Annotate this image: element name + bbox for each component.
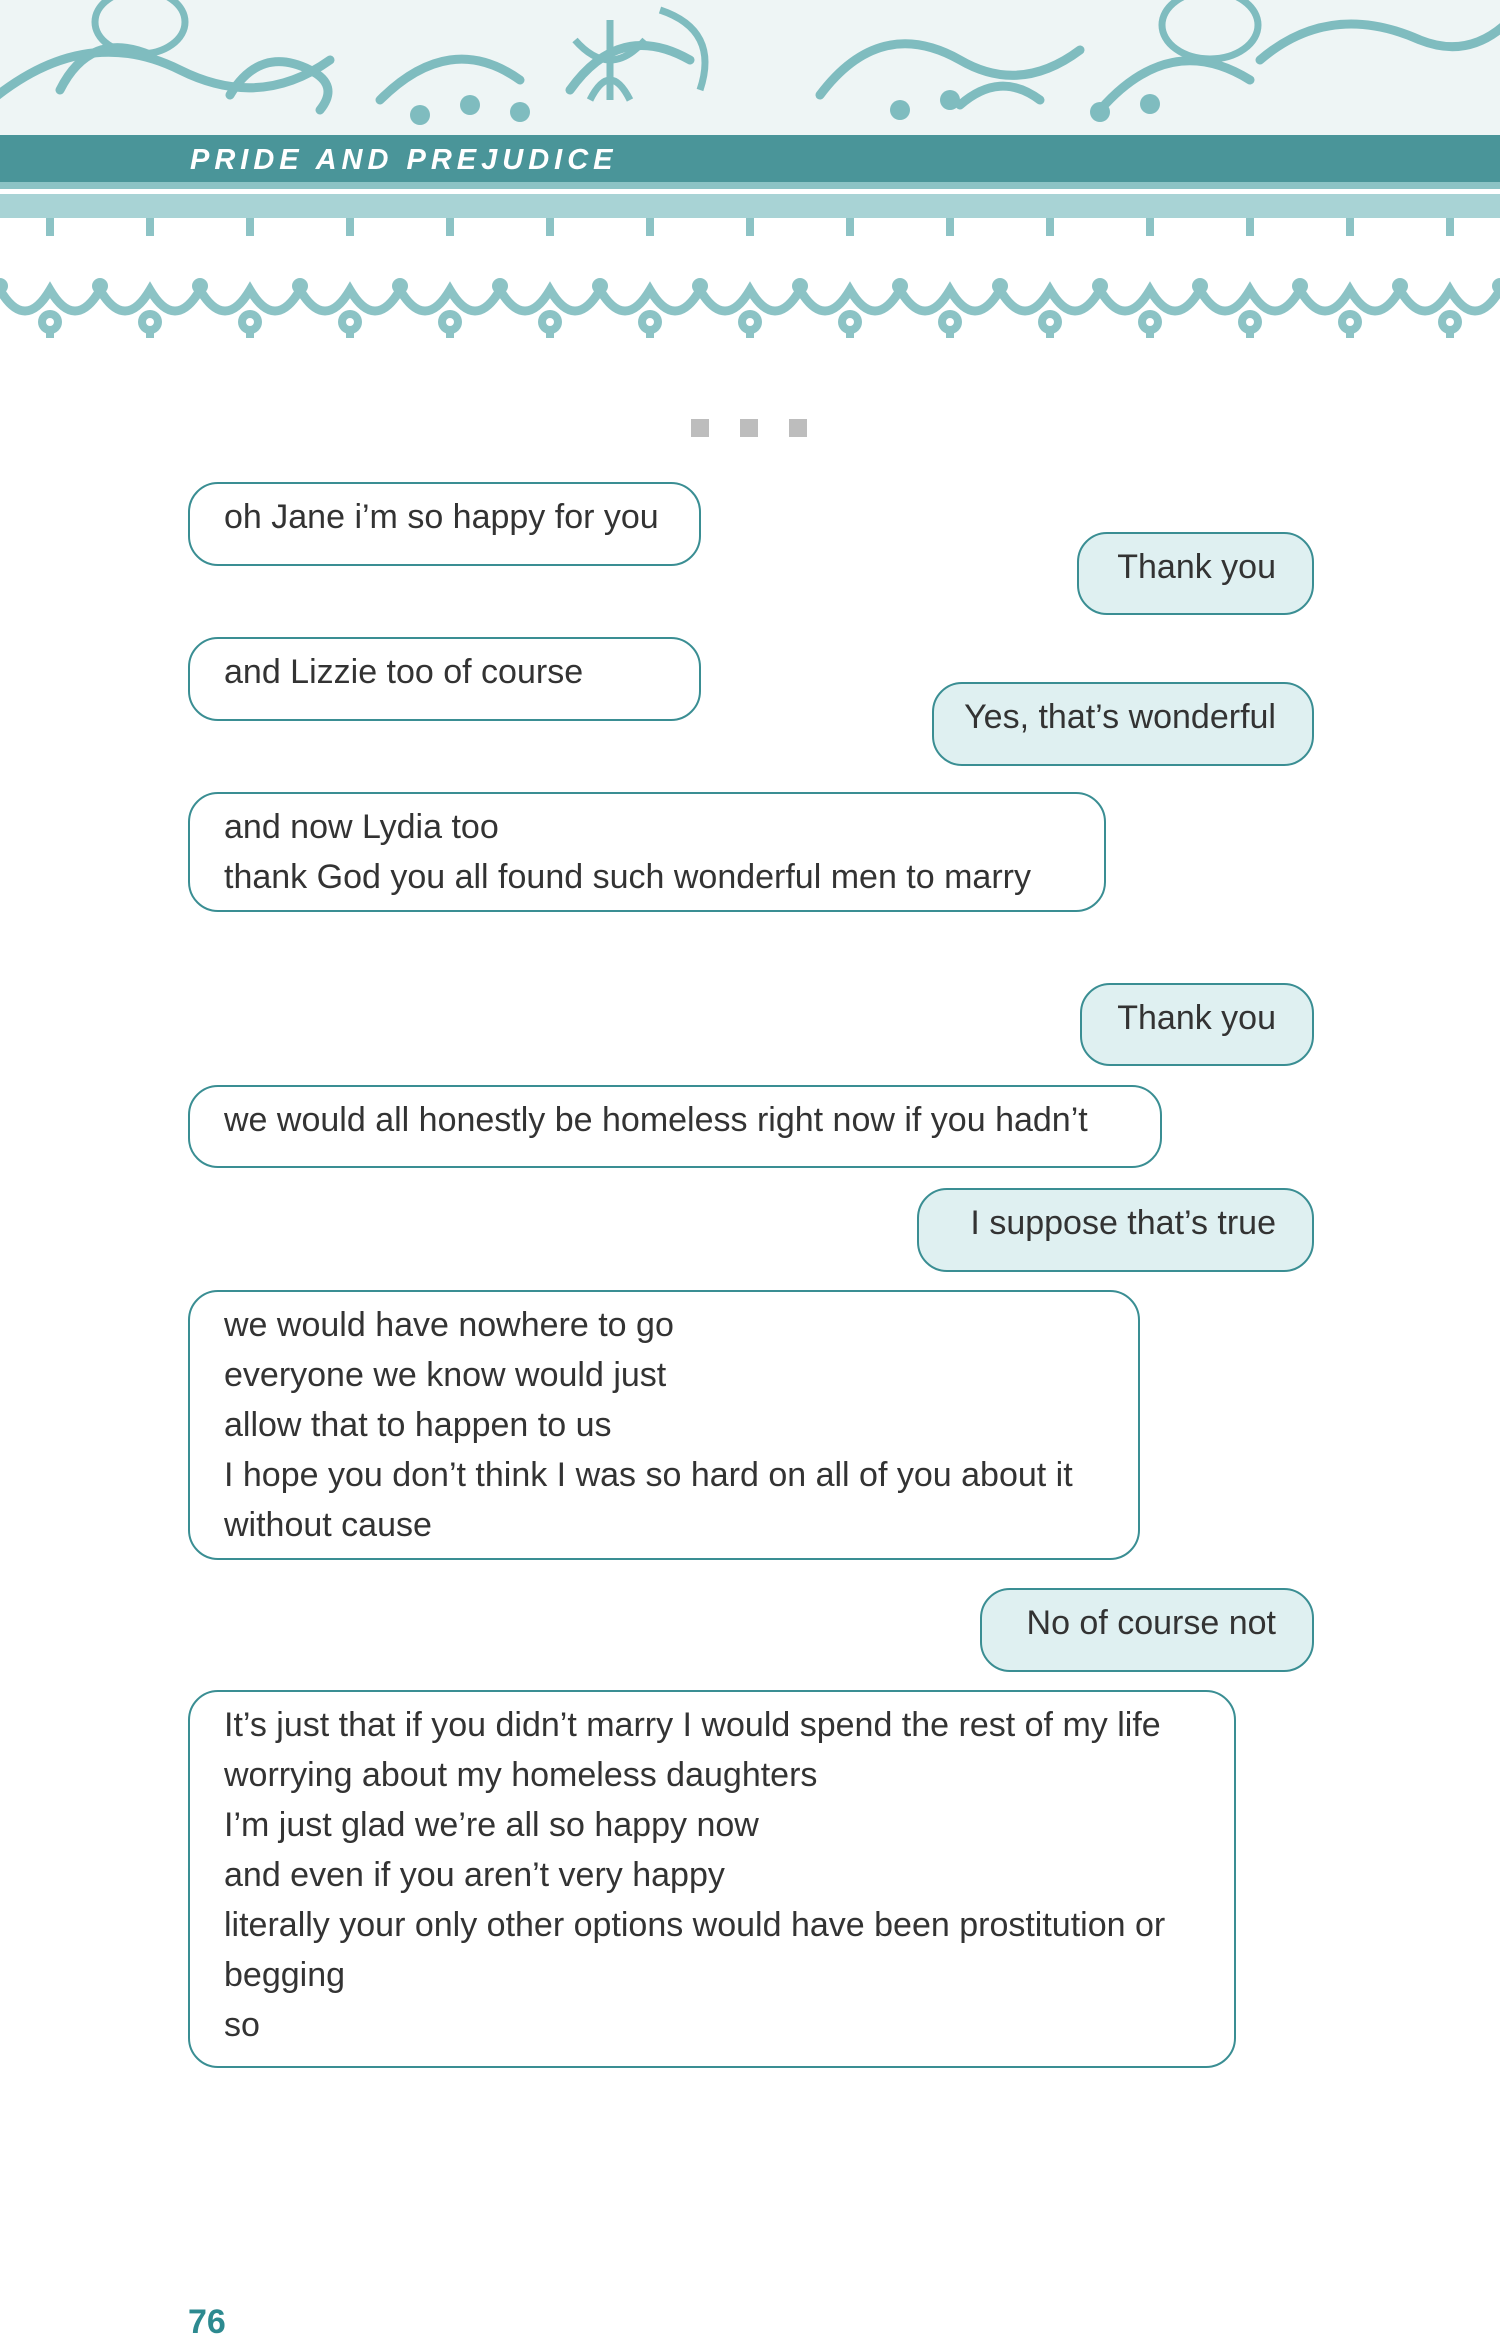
message-line: It’s just that if you didn’t marry I would spend the rest of my life bbox=[224, 1706, 1161, 1744]
message-bubble-sent bbox=[980, 1588, 1314, 1672]
message-line: worrying about my homeless daughters bbox=[224, 1756, 818, 1794]
message-line: we would have nowhere to go bbox=[224, 1306, 674, 1344]
message-bubble-received bbox=[188, 482, 701, 566]
message-bubble-received bbox=[188, 1085, 1162, 1168]
page-number: 76 bbox=[188, 2303, 226, 2341]
message-line: literally your only other options would have been prostitution or bbox=[224, 1906, 1166, 1944]
message-line: and now Lydia too bbox=[224, 808, 499, 846]
message-line: Yes, that’s wonderful bbox=[964, 698, 1276, 736]
message-line: so bbox=[224, 2006, 260, 2044]
message-bubble-sent bbox=[1080, 983, 1314, 1066]
message-bubble-received bbox=[188, 1290, 1140, 1560]
message-line: Thank you bbox=[1117, 999, 1276, 1037]
message-bubble-received bbox=[188, 792, 1106, 912]
message-line: without cause bbox=[224, 1506, 432, 1544]
message-bubble-sent bbox=[917, 1188, 1314, 1272]
message-line: Thank you bbox=[1117, 548, 1276, 586]
message-line: allow that to happen to us bbox=[224, 1406, 612, 1444]
message-line: we would all honestly be homeless right now if you hadn’t bbox=[224, 1101, 1088, 1139]
message-line: and Lizzie too of course bbox=[224, 653, 584, 691]
message-line: I hope you don’t think I was so hard on all of you about it bbox=[224, 1456, 1073, 1494]
message-line: everyone we know would just bbox=[224, 1356, 667, 1394]
message-bubble-sent bbox=[1077, 532, 1314, 615]
separator-square bbox=[691, 419, 709, 437]
separator-square bbox=[789, 419, 807, 437]
message-line: begging bbox=[224, 1956, 346, 1994]
message-line: and even if you aren’t very happy bbox=[224, 1856, 725, 1894]
message-line: oh Jane i’m so happy for you bbox=[224, 498, 659, 536]
message-line: I suppose that’s true bbox=[970, 1204, 1276, 1242]
message-bubble-sent bbox=[932, 682, 1314, 766]
message-line: thank God you all found such wonderful men to marry bbox=[224, 858, 1031, 896]
message-line: I’m just glad we’re all so happy now bbox=[224, 1806, 759, 1844]
message-bubble-received bbox=[188, 1690, 1236, 2068]
message-line: No of course not bbox=[1026, 1604, 1276, 1642]
decorative-header bbox=[0, 0, 1500, 340]
running-header-title: PRIDE AND PREJUDICE bbox=[190, 144, 618, 176]
message-bubble-received bbox=[188, 637, 701, 721]
separator-square bbox=[740, 419, 758, 437]
